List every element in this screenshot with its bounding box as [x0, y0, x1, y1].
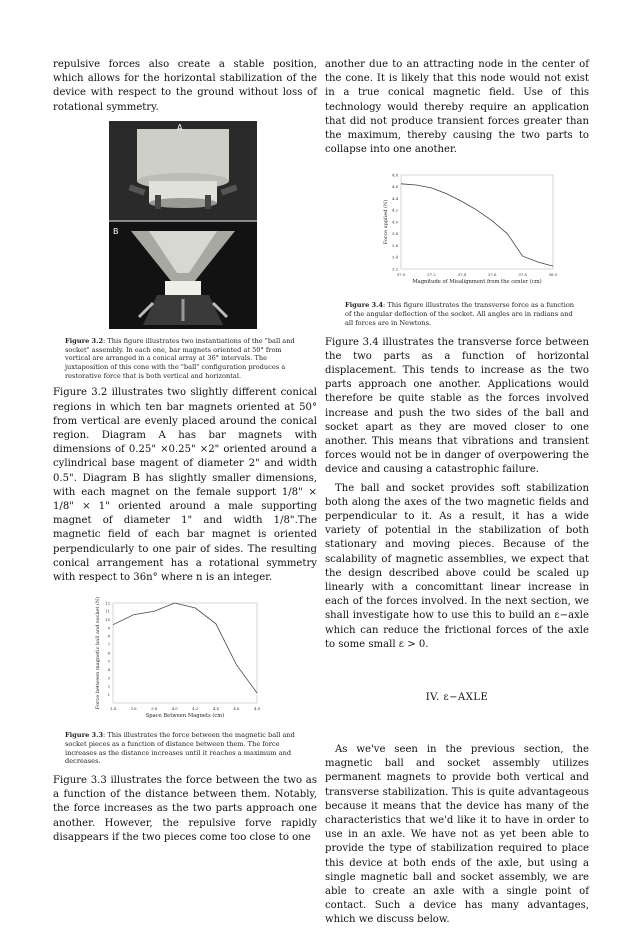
x-tick-label: 37.2	[427, 272, 436, 278]
y-tick-label: 2	[107, 683, 110, 689]
x-tick-label: 37.6	[487, 272, 497, 278]
plot-frame	[401, 175, 553, 269]
caption-number: Figure 3.4	[345, 301, 384, 310]
x-axis-label: Magnitude of Misalignment from the center (cm)	[412, 279, 542, 286]
figure-3-2-caption	[65, 337, 305, 381]
y-tick-label: 5	[107, 658, 110, 664]
x-tick-label: 37.8	[518, 272, 527, 278]
x-tick-label: 4.8	[253, 706, 261, 712]
y-tick-label: 9	[107, 625, 110, 631]
y-tick-label: 3.8	[391, 231, 398, 237]
y-tick-label: 1	[107, 692, 110, 698]
left-column	[53, 58, 317, 845]
right-column	[325, 58, 589, 928]
caption-number: Figure 3.3	[65, 731, 104, 740]
paragraph: Figure 3.2 illustrates two slightly different conical regions in which ten bar magnets oriented at 50° from vertical are evenly placed around the conical region. Diagram A has bar magnets with dimensions of 0.25" ×0.25" ×2" oriented around a cylindrical base magent of diameter 2" and width 0.5". Diagram B has slightly smaller dimensions, with each magnet on the female support 1/8" × 1/8" × 1" oriented around a male supporting magnet of diameter 1" and width 1/8".The magnetic field of each bar magnet is oriented perpendicularly to one pair of sides. The resulting conical arrangement has a rotational symmetry with respect to 36n° where n is an integer.	[53, 387, 317, 583]
x-tick-label: 37.0	[396, 272, 406, 278]
caption-text: : This illustrates the force between the magnetic ball and socket pieces as a function of distance between them. The force increases as the distance increases until it reaches a maximum and decreases.	[65, 731, 295, 766]
section-heading: IV. ε−AXLE	[425, 692, 489, 703]
y-tick-label: 3.6	[391, 243, 398, 249]
y-tick-label: 7	[107, 642, 110, 648]
paragraph: As we've seen in the previous section, the magnetic ball and socket assembly utilizes permanent magnets to provide both vertical and transverse stabilization. This is quite advantageous because it means that the device has many of the characteristics that we'd like it to have in order to use in an axle. We have not as yet been able to provide the type of stabilization required to place this device at both ends of the axle, but using a single magnetic ball and socket assembly, we are able to create an axle with a single point of contact. Such a device has many advantages, which we discuss below.	[325, 744, 589, 926]
caption-text: : This figure illustrates two instantiations of the "ball and socket" assembly. In each one, bar magnets oriented at 50° from vertical are arranged in a conical array at 36° intervals. The juxtaposition of this cone with the "ball" configuration produces a restorative force that is both vertical and horizontal.	[65, 336, 295, 380]
paragraph: Figure 3.3 illustrates the force between the two as a function of the distance between them. Notably, the force increases as the two parts approach one another. However, the repulsive forve rapidly disappears if the two pieces come too close to one	[53, 774, 317, 843]
figure-3-3-caption	[65, 731, 305, 766]
y-tick-label: 3	[107, 675, 110, 681]
y-tick-label: 4.6	[391, 184, 398, 190]
y-tick-label: 11	[105, 608, 110, 614]
plot-frame	[113, 603, 257, 703]
figure-3-3	[53, 597, 317, 766]
x-axis-label: Space Between Magnets (cm)	[145, 713, 225, 720]
ball-socket-photo-illustration	[109, 121, 257, 329]
figure-3-4-caption	[345, 301, 577, 327]
transverse-force-chart	[325, 167, 589, 287]
caption-number: Figure 3.2	[65, 336, 104, 345]
y-tick-label: 4.0	[391, 219, 398, 225]
paragraph: The ball and socket provides soft stabilization both along the axes of the two magnetic fields and perpendicular to it. As a result, it has a wide variety of potential in the stabilization of both stationary and moving pieces. Because of the scalability of magnetic assemblies, we expect that the design described above could be scaled up linearly with a concomittant linear increase in each of the forces involved. In the next section, we shall investigate how to use this to build an ε−axle which can reduce the frictional forces of the axle to some small ε > 0.	[325, 482, 589, 650]
y-axis-label: Force applied (N)	[383, 200, 389, 245]
caption-text: : This figure illustrates the transverse force as a function of the angular deflection of the socket. All angles are in radians and all forces are in Newtons.	[345, 301, 575, 327]
x-tick-label: 4.2	[192, 706, 199, 712]
y-tick-label: 3.4	[391, 254, 398, 260]
x-tick-label: 4.6	[233, 706, 240, 712]
y-tick-label: 4	[107, 667, 110, 673]
paragraph: Figure 3.4 illustrates the transverse force between the two parts as a function of horizontal displacement. This tends to increase as the two parts approach one another. Applications would therefore be quite stable as the forces involved increase and push the two sides of the ball and socket apart as they are moved closer to one another. This means that vibrations and transient forces would not be in danger of overpowering the device and causing a catastrophic failure.	[325, 336, 589, 476]
y-tick-label: 10	[105, 617, 110, 623]
figure-3-2	[53, 121, 317, 381]
y-tick-label: 4.4	[391, 196, 398, 202]
x-tick-label: 38.0	[548, 272, 558, 278]
paragraph: another due to an attracting node in the center of the cone. It is likely that this node would not exist in a true conical magnetic field. Use of this technology would thereby require an application that did not produce transient forces greater than the maximum, thereby causing the two parts to collapse into one another.	[325, 59, 589, 156]
series-line	[401, 184, 553, 266]
y-tick-label: 6	[107, 650, 110, 656]
y-tick-label: 12	[105, 600, 110, 606]
figure-3-2-photo	[109, 121, 257, 329]
x-tick-label: 4.0	[171, 706, 178, 712]
paragraph: repulsive forces also create a stable position, which allows for the horizontal stabilization of the device with respect to the ground without loss of rotational symmetry.	[53, 59, 317, 113]
photo-label-b: B	[113, 226, 119, 236]
force-vs-distance-chart	[53, 597, 317, 721]
y-tick-label: 3.2	[391, 266, 398, 272]
y-tick-label: 4.8	[391, 172, 398, 178]
x-tick-label: 3.6	[130, 706, 137, 712]
figure-3-4	[325, 167, 589, 327]
x-tick-label: 37.4	[457, 272, 467, 278]
x-tick-label: 3.8	[151, 706, 158, 712]
x-tick-label: 3.4	[109, 706, 117, 712]
y-axis-label: Force between magnetic ball and socket (N)	[95, 597, 101, 710]
y-tick-label: 4.2	[391, 207, 398, 213]
series-line	[113, 603, 257, 693]
x-tick-label: 4.4	[212, 706, 219, 712]
photo-label-a: A	[177, 122, 183, 132]
y-tick-label: 8	[107, 633, 110, 639]
